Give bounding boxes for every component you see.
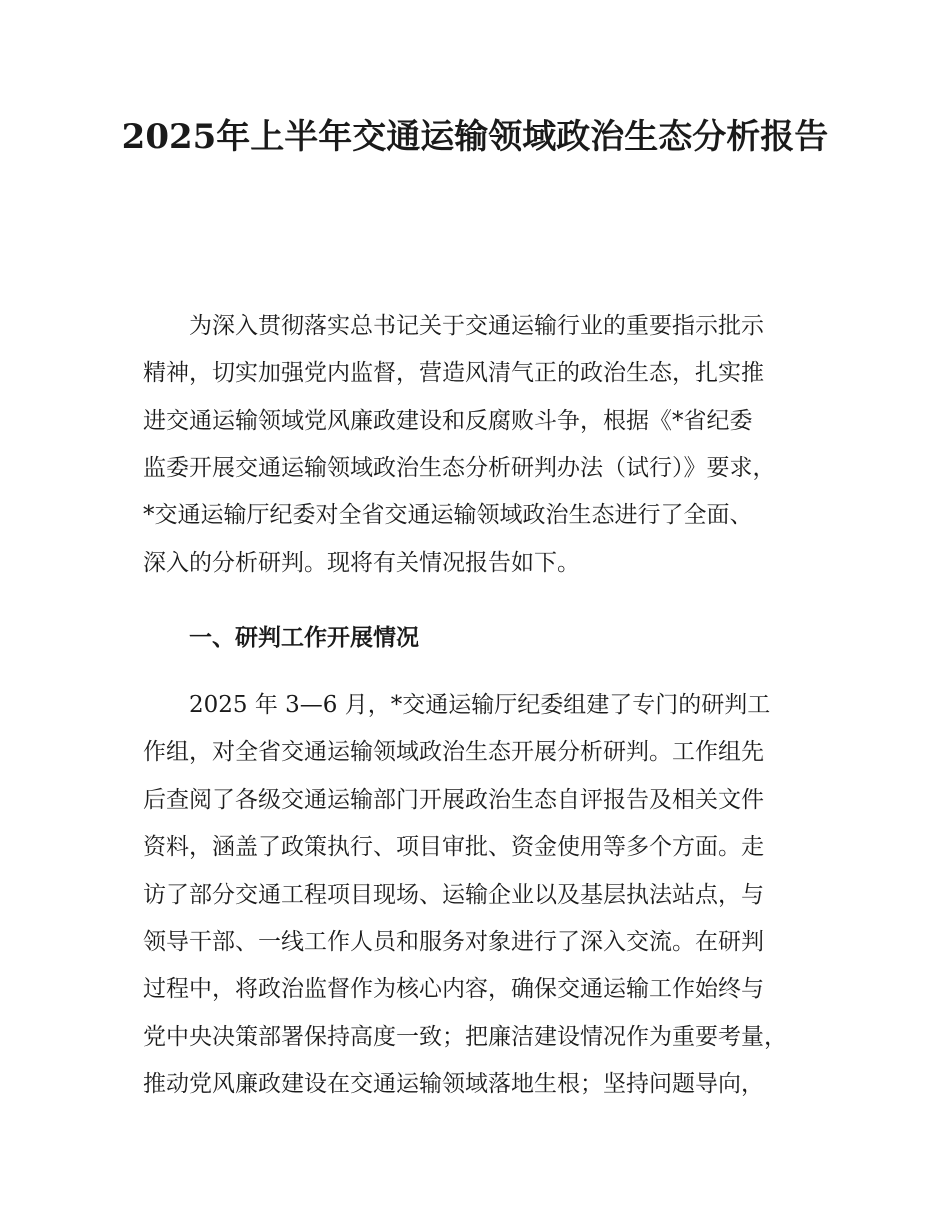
intro-line-4: 监委开展交通运输领域政治生态分析研判办法（试行）》要求，: [143, 455, 776, 481]
intro-line-5: *交通运输厅纪委对全省交通运输领域政治生态进行了全面、: [143, 502, 753, 528]
section-1-line-8: 党中央决策部署保持高度一致；把廉洁建设情况作为重要考量，: [143, 1024, 787, 1050]
section-1-line-6: 领导干部、一线工作人员和服务对象进行了深入交流。在研判: [143, 929, 764, 955]
document-title: 2025年上半年交通运输领域政治生态分析报告: [121, 117, 829, 157]
intro-line-3: 进交通运输领域党风廉政建设和反腐败斗争，根据《*省纪委: [143, 408, 753, 434]
section-1-line-7: 过程中，将政治监督作为核心内容，确保交通运输工作始终与: [143, 976, 764, 1002]
section-1-heading: 一、研判工作开展情况: [189, 625, 419, 651]
intro-line-1: 为深入贯彻落实总书记关于交通运输行业的重要指示批示: [189, 313, 764, 339]
section-1-line-2: 作组，对全省交通运输领域政治生态开展分析研判。工作组先: [143, 739, 764, 765]
section-1-line-4: 资料，涵盖了政策执行、项目审批、资金使用等多个方面。走: [143, 834, 764, 860]
section-1-line-9: 推动党风廉政建设在交通运输领域落地生根；坚持问题导向，: [143, 1071, 764, 1097]
section-1-line-5: 访了部分交通工程项目现场、运输企业以及基层执法站点，与: [143, 882, 764, 908]
intro-line-6: 深入的分析研判。现将有关情况报告如下。: [143, 550, 580, 576]
section-1-line-1: 2025 年 3—6 月，*交通运输厅纪委组建了专门的研判工: [189, 692, 771, 718]
intro-line-2: 精神，切实加强党内监督，营造风清气正的政治生态，扎实推: [143, 360, 764, 386]
section-1-line-3: 后查阅了各级交通运输部门开展政治生态自评报告及相关文件: [143, 787, 764, 813]
